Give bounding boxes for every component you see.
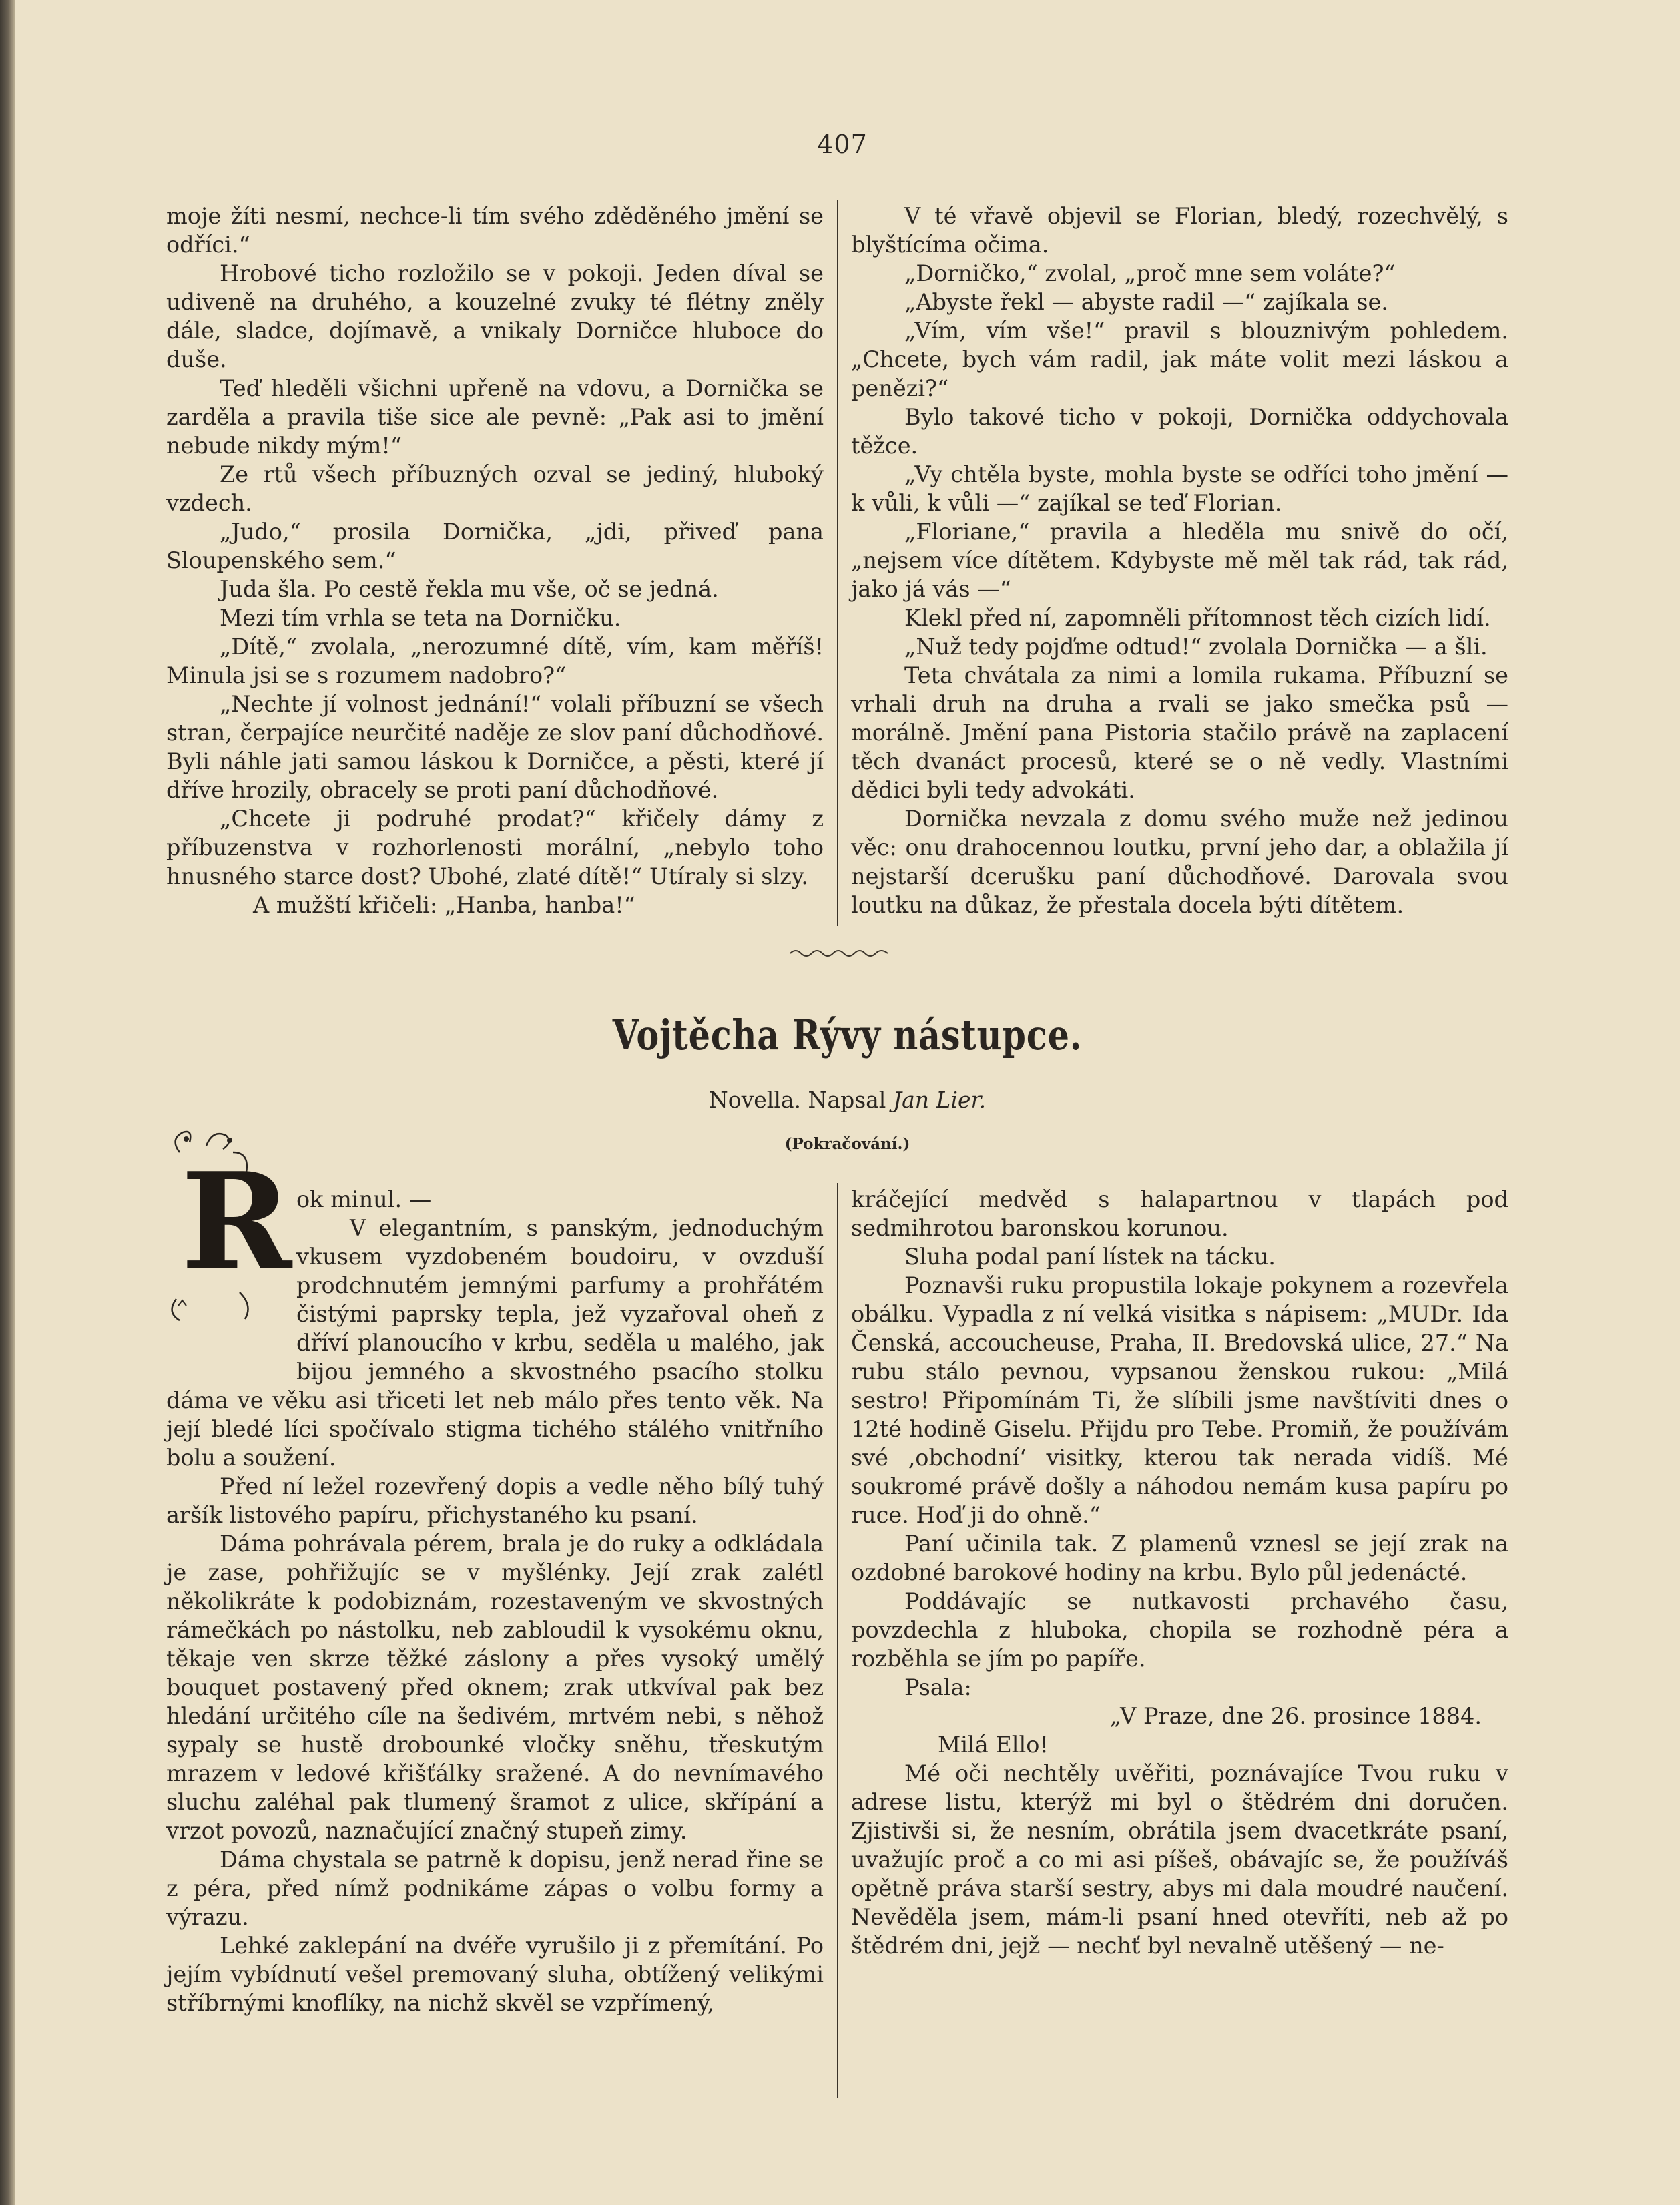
paragraph: „Abyste řekl — abyste radil —“ zajíkala se.: [904, 289, 1388, 315]
paragraph: Teta chvátala za nimi a lomila rukama. Příbuzní se vrhali druh na druha a rvali se jako smečka psů — morálně. Jmění pana Pistoria stačilo právě na zaplacení těch dvanáct procesů, které se o ně vedly. Vlastními dědici byli tedy advokáti.: [851, 662, 1508, 803]
paragraph: ok minul. —: [296, 1186, 432, 1212]
paragraph: Juda šla. Po cestě řekla mu vše, oč se jedná.: [220, 576, 719, 602]
paragraph: Mezi tím vrhla se teta na Dorničku.: [220, 605, 621, 631]
book-page: [15, 0, 1680, 2205]
paragraph: V té vřavě objevil se Florian, bledý, rozechvělý, s blyštícíma očima.: [851, 203, 1508, 258]
drop-cap: [166, 1126, 292, 1326]
paragraph: Hrobové ticho rozložilo se v pokoji. Jeden díval se udiveně na druhého, a kouzelné zvuky té flétny zněly dále, sladce, dojímavě, a vnikaly Dorničce hluboce do duše.: [166, 260, 824, 373]
paragraph: Dáma pohrávala pérem, brala je do ruky a odkládala je zase, pohřižujíc se v myšlénky. Její zrak zalétl několikráte k podobiznám, rozestaveným ve skvostných rámečkách po nástolku, neb zabloudil k vysokému oknu, těkaje ven skrze těžké záslony a přes vysoký umělý bouquet postavený před oknem; zrak utkvíval pak bez hledání určitého cíle na šedivém, mrtvém nebi, s něhož sypaly se hustě drobounké vločky sněhu, třeskutým mrazem v ledové křišťálky sražené. A do nevnímavého sluchu zaléhal pak tlumený šramot z ulice, skřípání a vrzot povozů, naznačující značný stupeň zimy.: [166, 1531, 824, 1844]
paragraph: Psala:: [904, 1674, 972, 1700]
paragraph: „Dorničko,“ zvolal, „proč mne sem voláte?“: [904, 260, 1396, 286]
paragraph: Poddávajíc se nutkavosti prchavého času, povzdechla z hluboka, chopila se rozhodně péra a rozběhla se jím po papíře.: [851, 1588, 1508, 1672]
section-ornament-icon: [789, 945, 889, 961]
continuation-note: (Pokračování.): [784, 1135, 910, 1153]
story-subtitle: [15, 1087, 1680, 1113]
paragraph: Před ní ležel rozevřený dopis a vedle něho bílý tuhý aršík listového papíru, přichystaného ku psaní.: [166, 1473, 824, 1528]
paragraph: „Floriane,“ pravila a hleděla mu snivě do očí, „nejsem více dítětem. Kdybyste mě měl tak rád, tak rád, jako já vás —“: [851, 519, 1508, 602]
paragraph: Bylo takové ticho v pokoji, Dornička oddychovala těžce.: [851, 404, 1508, 459]
paragraph: „Vím, vím vše!“ pravil s blouznivým pohledem. „Chcete, bych vám radil, jak máte volit mezi láskou a penězi?“: [851, 318, 1508, 401]
bottom-left-column: [166, 1185, 824, 2017]
column-divider-top: [837, 200, 838, 926]
paragraph: Dornička nevzala z domu svého muže než jedinou věc: onu drahocennou loutku, první jeho dar, a oblažila jí nejstarší dcerušku paní důchodňové. Darovala svou loutku na důkaz, že přestala docela býti dítětem.: [851, 806, 1508, 918]
story-title: Vojtěcha Rývy nástupce.: [612, 1011, 1083, 1059]
paragraph: V elegantním, s panským, jednoduchým vkusem vyzdobeném boudoiru, v ovzduší prodchnutém jemnými parfumy a prohřátém čistými paprsky tepla, jež vyzařoval oheň z dříví planoucího v krbu, seděla u malého, jak bijou jemného a skvostného psacího stolku dáma ve věku asi třiceti let neb málo přes tento věk. Na její bledé líci spočívalo stigma tichého stálého vnitřního bolu a soužení.: [166, 1215, 824, 1471]
letter-salutation: Milá Ello!: [938, 1732, 1049, 1758]
paragraph: „Nechte jí volnost jednání!“ volali příbuzní se všech stran, čerpajíce neurčité naděje ze slov paní důchodňové. Byli náhle jati samou láskou k Dorničce, a pěsti, které jí dříve hrozily, obracely se proti paní důchodňové.: [166, 691, 824, 803]
paragraph: Teď hleděli všichni upřeně na vdovu, a Dornička se zarděla a pravila tiše sice ale pevně: „Pak asi to jmění nebude nikdy mým!“: [166, 375, 824, 459]
paragraph: A mužští křičeli: „Hanba, hanba!“: [253, 892, 635, 918]
paragraph: „Nuž tedy pojďme odtud!“ zvolala Dornička — a šli.: [904, 634, 1488, 660]
top-left-column: [166, 202, 824, 919]
paragraph: Paní učinila tak. Z plamenů vznesl se její zrak na ozdobné barokové hodiny na krbu. Bylo půl jedenácté.: [851, 1531, 1508, 1585]
paragraph: Mé oči nechtěly uvěřiti, poznávajíce Tvou ruku v adrese listu, kterýž mi byl o štědrém dni doručen. Zjistivši si, že nesním, obrátila jsem dvacetkráte psaní, uvažujíc proč a co mi asi píšeš, obávajíc se, že používáš opětně práva starší sestry, abys mi dala moudré naučení. Nevěděla jsem, mám-li psaní hned otevříti, neb až po štědrém dni, jejž — nechť byl nevalně utěšený — ne-: [851, 1760, 1508, 1959]
subtitle-prefix: Novella. Napsal: [708, 1087, 886, 1113]
top-right-column: [851, 202, 1508, 919]
paragraph: „Chcete ji podruhé prodat?“ křičely dámy z příbuzenstva v rozhorlenosti morální, „nebylo toho hnusného starce dost? Ubohé, zlaté dítě!“ Utíraly si slzy.: [166, 806, 824, 889]
paragraph: Poznavši ruku propustila lokaje pokynem a rozevřela obálku. Vypadla z ní velká visitka s nápisem: „MUDr. Ida Čenská, accoucheuse, Praha, II. Bredovská ulice, 27.“ Na rubu stálo pevnou, vypsanou ženskou rukou: „Milá sestro! Připomínám Ti, že slíbili jsme navštíviti dnes o 12té hodině Giselu. Přijdu pro Tebe. Promiň, že používám své ‚obchodní‘ visitky, kterou tak nerada vidíš. Mé soukromé právě došly a náhodou nemám kusa papíru po ruce. Hoď ji do ohně.“: [851, 1272, 1508, 1528]
paragraph: kráčející medvěd s halapartnou v tlapách pod sedmihrotou baronskou korunou.: [851, 1186, 1508, 1241]
paragraph: „Judo,“ prosila Dornička, „jdi, přiveď pana Sloupenského sem.“: [166, 519, 824, 573]
paragraph: „Vy chtěla byste, mohla byste se odříci toho jmění — k vůli, k vůli —“ zajíkal se teď Florian.: [851, 461, 1508, 516]
drop-cap-letter: R: [181, 1144, 292, 1300]
paragraph: „Dítě,“ zvolala, „nerozumné dítě, vím, kam měříš! Minula jsi se s rozumem nadobro?“: [166, 634, 824, 688]
letter-date: „V Praze, dne 26. prosince 1884.: [1109, 1703, 1482, 1729]
paragraph: Sluha podal paní lístek na tácku.: [904, 1244, 1276, 1270]
paragraph: Klekl před ní, zapomněli přítomnost těch cizích lidí.: [904, 605, 1491, 631]
book-binding-edge: [0, 0, 15, 2205]
paragraph: Ze rtů všech příbuzných ozval se jediný, hluboký vzdech.: [166, 461, 824, 516]
paragraph: Lehké zaklepání na dvéře vyrušilo ji z přemítání. Po jejím vybídnutí vešel premovaný sluha, obtížený velikými stříbrnými knoflíky, na nichž skvěl se vzpřímený,: [166, 1933, 824, 2016]
column-divider-bottom: [837, 1183, 838, 2098]
bottom-right-column: [851, 1185, 1508, 1960]
author-name: Jan Lier.: [892, 1087, 987, 1113]
page-number: 407: [817, 130, 868, 159]
paragraph: Dáma chystala se patrně k dopisu, jenž nerad řine se z péra, před nímž podnikáme zápas o volbu formy a výrazu.: [166, 1847, 824, 1930]
paragraph: moje žíti nesmí, nechce-li tím svého zděděného jmění se odříci.“: [166, 203, 824, 258]
